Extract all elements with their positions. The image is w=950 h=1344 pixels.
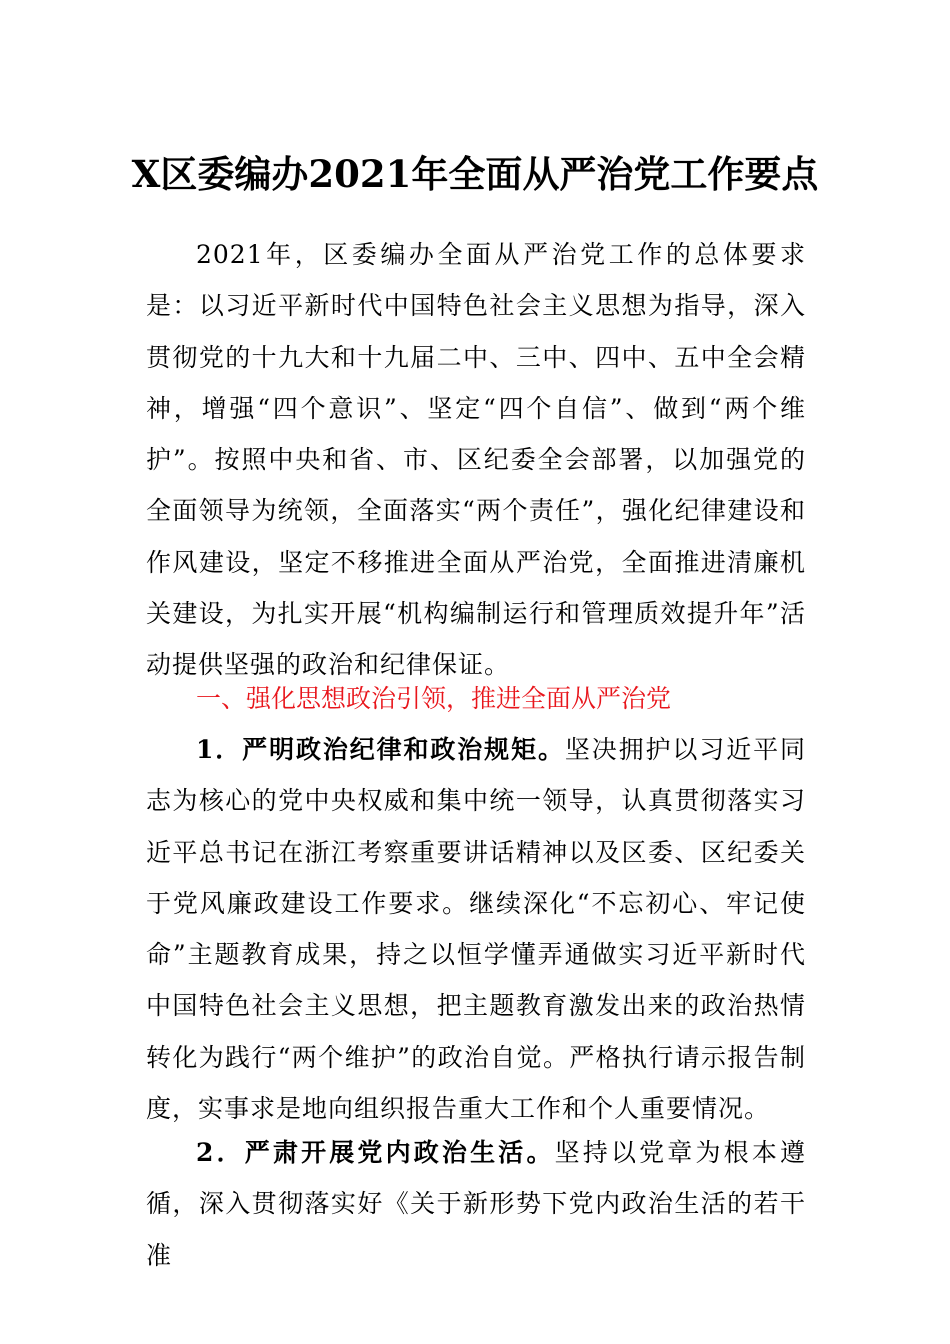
item-text-1: 坚决拥护以习近平同志为核心的党中央权威和集中统一领导，认真贯彻落实习近平总书记在浙江考察重要讲话精神以及区委、区纪委关于党风廉政建设工作要求。继续深化“不忘初心、牢记使命”主题教育成果，持之以恒学懂弄通做实习近平新时代中国特色社会主义思想，把主题教育激发出来的政治热情转化为践行“两个维护”的政治自觉。严格执行请示报告制度，实事求是地向组织报告重大工作和个人重要情况。 [146,735,806,1124]
item-paragraph-2 [146,1127,806,1281]
section-heading: 一、强化思想政治引领，推进全面从严治党 [196,684,672,713]
item-lead-2: 2．严肃开展党内政治生活。 [196,1138,555,1167]
item-paragraph-1 [146,724,806,1134]
item-text-2: 坚持以党章为根本遵循，深入贯彻落实好《关于新形势下党内政治生活的若干准 [146,1138,806,1270]
item-lead-1: 1．严明政治纪律和政治规矩。 [196,735,565,764]
intro-paragraph: 2021年，区委编办全面从严治党工作的总体要求是：以习近平新时代中国特色社会主义思想为指导，深入贯彻党的十九大和十九届二中、三中、四中、五中全会精神，增强“四个意识”、坚定“四个自信”、做到“两个维护”。按照中央和省、市、区纪委全会部署，以加强党的全面领导为统领，全面落实“两个责任”，强化纪律建设和作风建设，坚定不移推进全面从严治党，全面推进清廉机关建设，为扎实开展“机构编制运行和管理质效提升年”活动提供坚强的政治和纪律保证。 [146,240,806,680]
document-title: X区委编办2021年全面从严治党工作要点 [131,152,819,196]
